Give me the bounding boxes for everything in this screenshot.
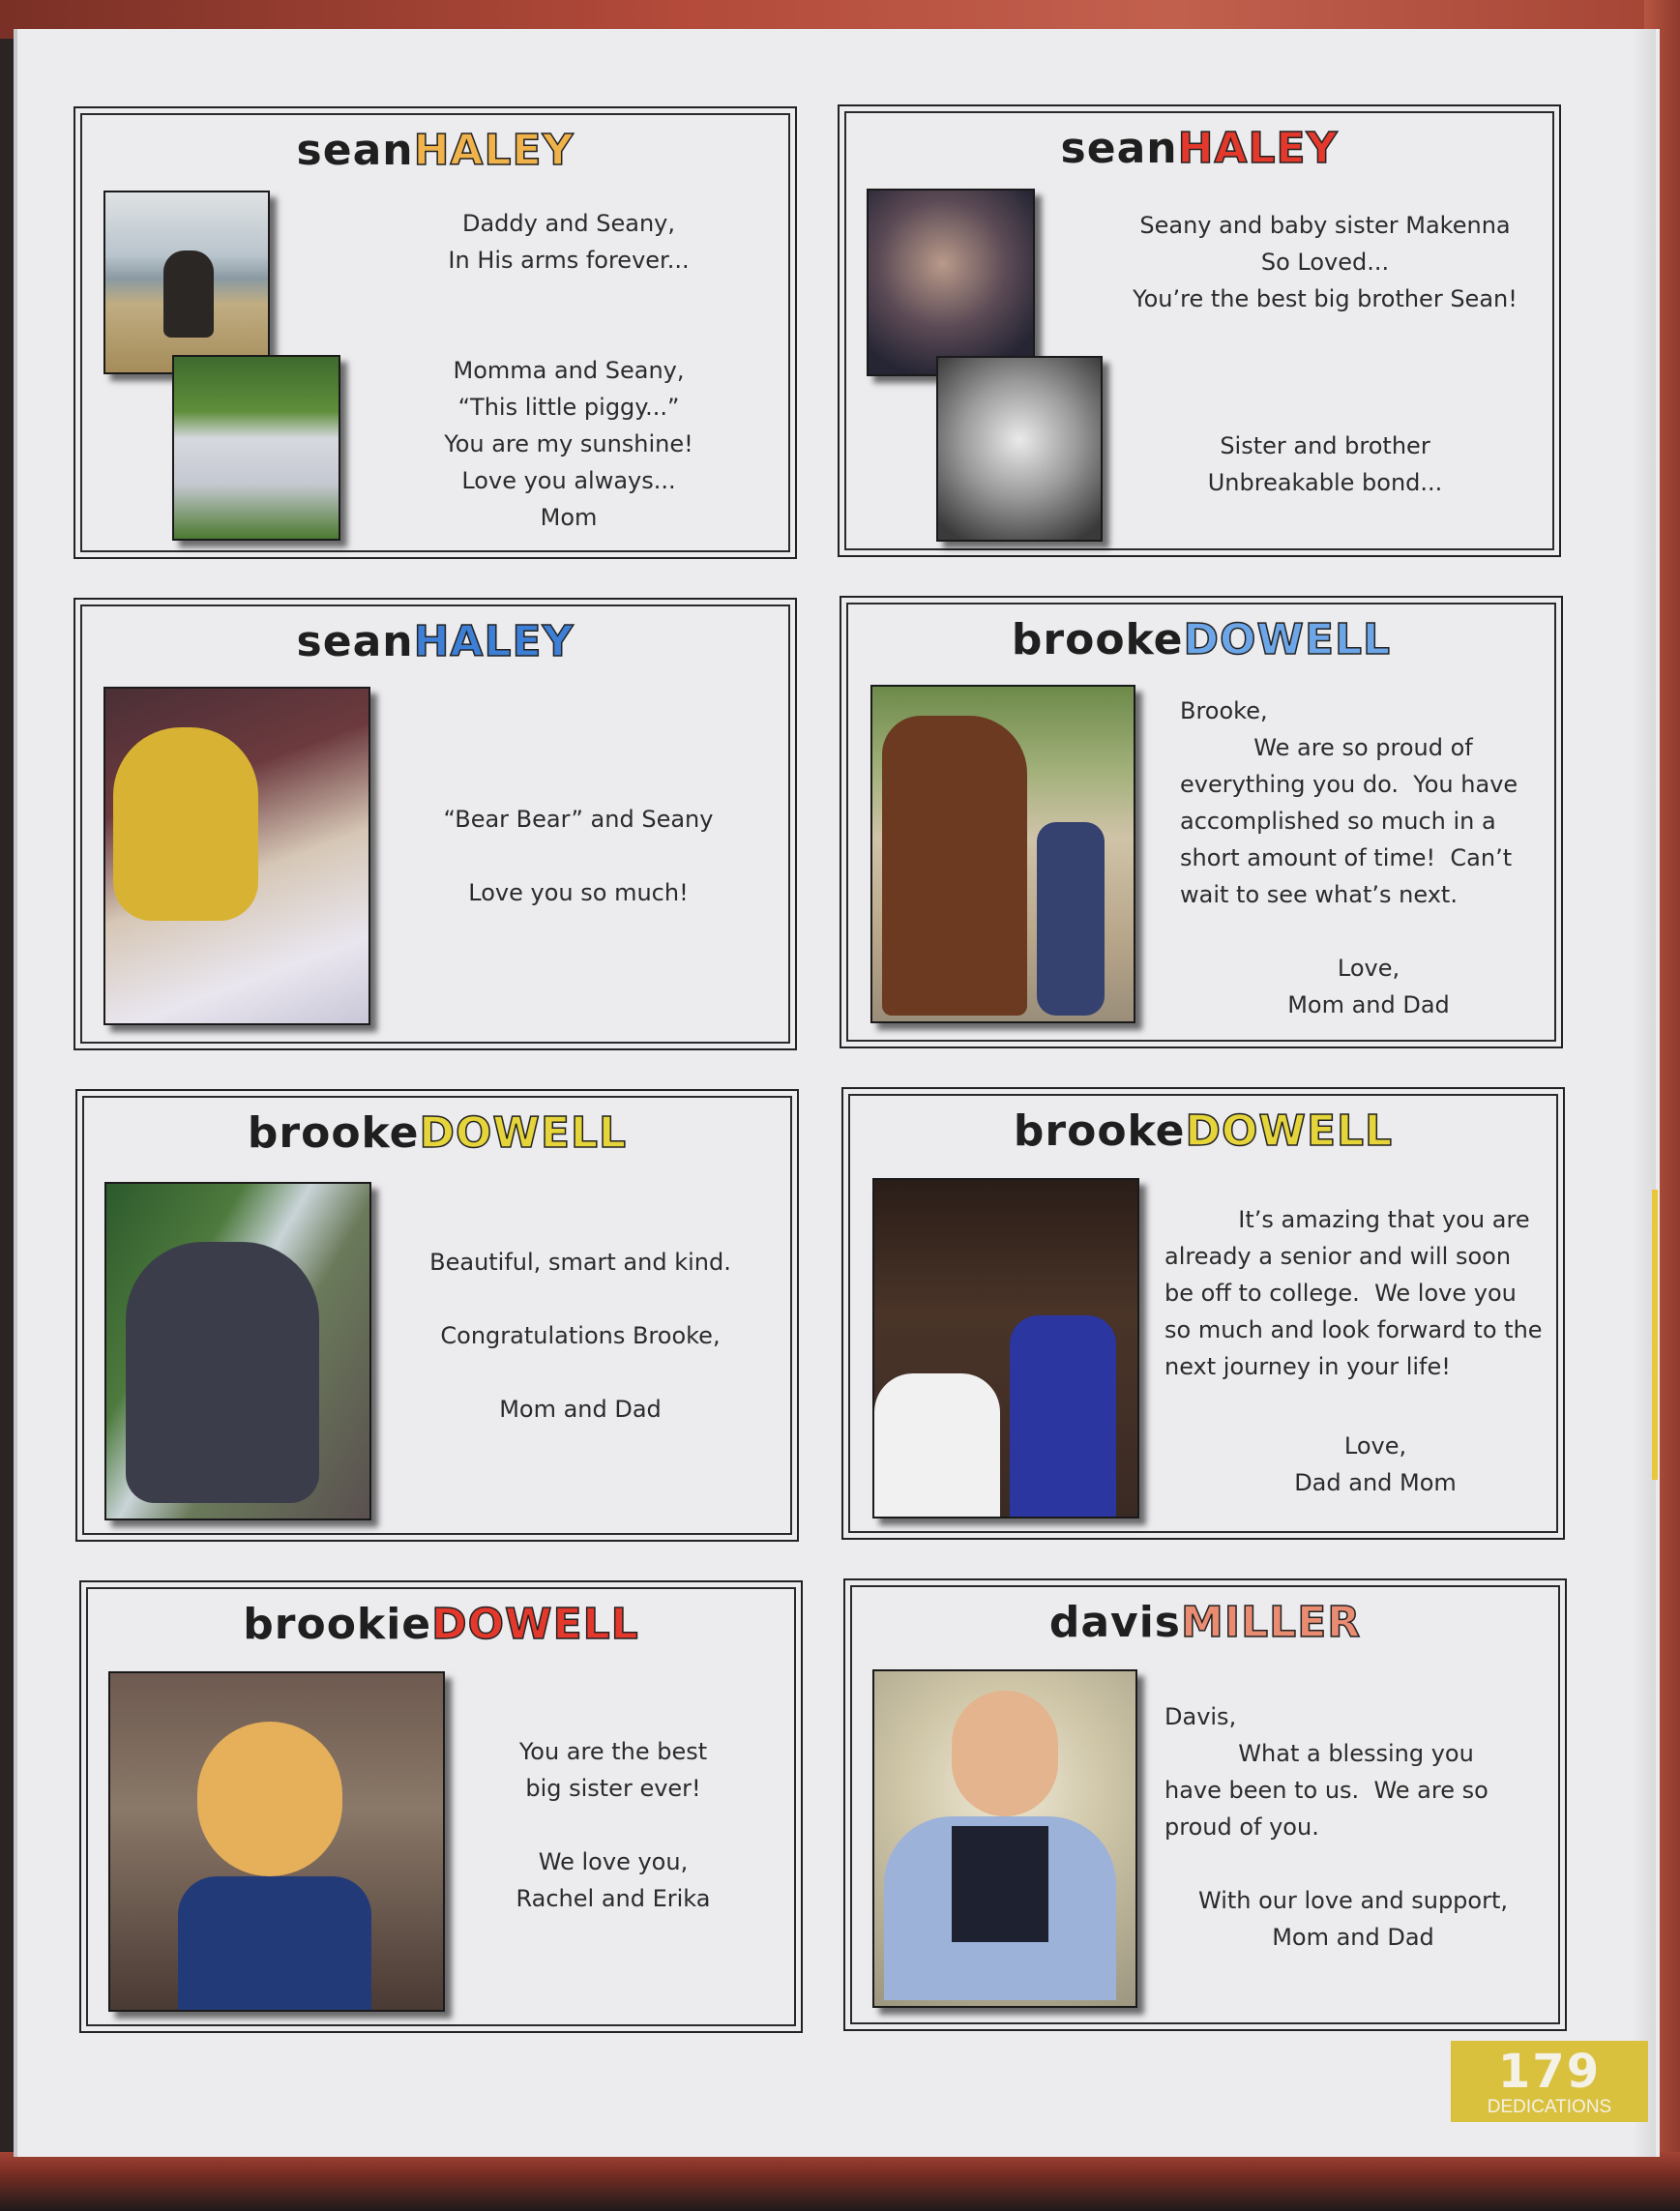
signoff: Love, Mom and Dad	[1287, 955, 1450, 1018]
signoff: Love, Dad and Mom	[1294, 1432, 1457, 1496]
page-tab-edge	[1652, 1190, 1658, 1480]
dedication-card-brookie-dowell	[79, 1580, 803, 2033]
first-name: sean	[296, 126, 414, 175]
page-number: 179	[1497, 2045, 1602, 2099]
last-name: HALEY	[413, 617, 575, 666]
last-name: DOWELL	[431, 1600, 639, 1649]
page-gutter-shade	[1633, 29, 1656, 2157]
dedication-card-brooke-dowell-2	[75, 1089, 799, 1542]
photo-father-and-son-beach	[103, 191, 270, 374]
message: Daddy and Seany, In His arms forever... Momma and Seany, “This little piggy...” You are my sunshine! Love you always... Mom	[444, 210, 693, 531]
dedication-card-brooke-dowell-3	[841, 1087, 1565, 1540]
dedication-card-sean-haley-2	[838, 104, 1561, 557]
first-name: sean	[1060, 124, 1178, 173]
first-name: sean	[296, 617, 414, 666]
last-name: DOWELL	[419, 1108, 628, 1158]
message: You are the best big sister ever! We love you, Rachel and Erika	[516, 1738, 711, 1912]
section-label: DEDICATIONS	[1487, 2097, 1612, 2117]
card-title	[81, 1600, 801, 1649]
card-title	[75, 617, 795, 666]
photo-boy-portrait	[872, 1669, 1137, 2008]
first-name: davis	[1048, 1598, 1181, 1647]
book-cover-bottom-edge	[0, 2152, 1680, 2211]
signoff: With our love and support, Mom and Dad	[1197, 1887, 1508, 1951]
card-title	[77, 1108, 797, 1158]
card-title	[845, 1598, 1565, 1647]
dedication-card-sean-haley-1	[74, 106, 797, 559]
photo-baby-with-teddy-bear	[103, 687, 370, 1025]
card-title	[75, 126, 795, 175]
card-title	[841, 615, 1561, 664]
page-folio	[1451, 2041, 1648, 2122]
photo-sister-and-brother-bw	[936, 356, 1103, 542]
last-name: MILLER	[1180, 1598, 1362, 1647]
photo-mother-and-daughter-waterfall	[104, 1182, 371, 1520]
dedication-card-brooke-dowell-1	[840, 596, 1563, 1048]
card-title	[840, 124, 1559, 173]
photo-mother-and-son-hammock	[172, 355, 340, 541]
last-name: HALEY	[1177, 124, 1339, 173]
first-name: brooke	[247, 1108, 420, 1158]
message: Davis, What a blessing you have been to us. We are so proud of you.	[1164, 1703, 1488, 1841]
card-title	[843, 1106, 1563, 1156]
photo-girl-with-horse	[870, 685, 1135, 1023]
message: Brooke, We are so proud of everything you do. You have accomplished so much in a short amount of time! Can’t wait to see what’s next.	[1180, 697, 1518, 908]
photo-brother-with-baby-sister	[867, 189, 1035, 376]
dedication-card-davis-miller	[843, 1578, 1567, 2031]
photo-toddler-with-cupcake	[108, 1671, 445, 2012]
first-name: brookie	[243, 1600, 432, 1649]
last-name: HALEY	[413, 126, 575, 175]
message: It’s amazing that you are already a senior and will soon be off to college. We love you so much and look forward to the next journey in your life!	[1164, 1206, 1543, 1380]
last-name: DOWELL	[1183, 615, 1392, 664]
first-name: brooke	[1011, 615, 1184, 664]
first-name: brooke	[1013, 1106, 1186, 1156]
message: “Bear Bear” and Seany Love you so much!	[443, 806, 714, 906]
message: Beautiful, smart and kind. Congratulations Brooke, Mom and Dad	[429, 1249, 731, 1423]
dedication-card-sean-haley-3	[74, 598, 797, 1050]
photo-father-and-daughter	[872, 1178, 1139, 1518]
last-name: DOWELL	[1185, 1106, 1394, 1156]
message: Seany and baby sister Makenna So Loved... You’re the best big brother Sean! Sister and brother Unbreakable bond...	[1133, 212, 1518, 496]
